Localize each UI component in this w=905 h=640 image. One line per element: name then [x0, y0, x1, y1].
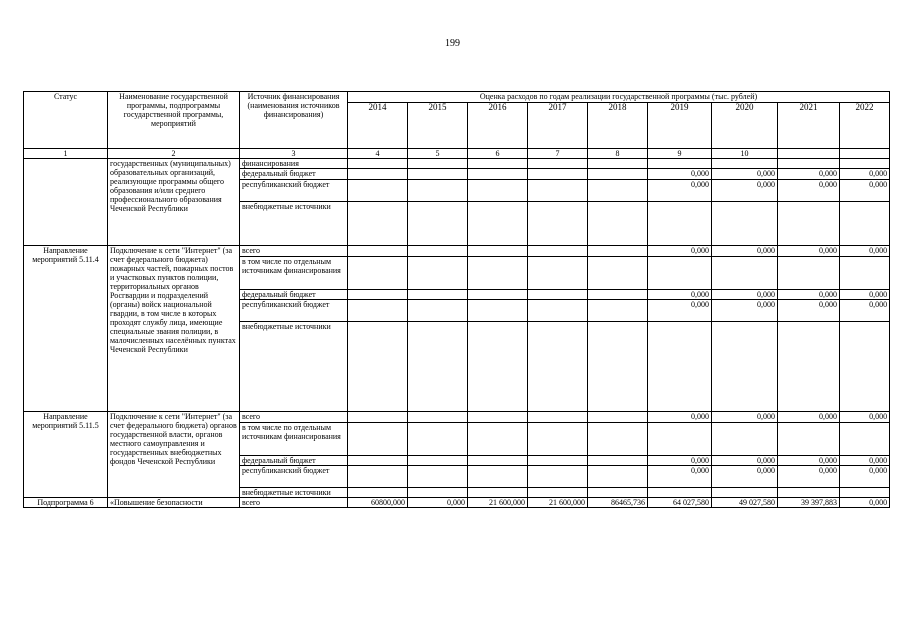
amount-cell	[408, 257, 468, 290]
amount-cell: 0,000	[648, 456, 712, 466]
amount-cell: 21 600,000	[528, 498, 588, 508]
column-number: 9	[648, 149, 712, 159]
amount-cell	[588, 412, 648, 423]
amount-cell	[840, 488, 890, 498]
amount-cell	[348, 412, 408, 423]
amount-cell: 49 027,580	[712, 498, 778, 508]
amount-cell	[840, 322, 890, 412]
column-number: 8	[588, 149, 648, 159]
column-number	[840, 149, 890, 159]
amount-cell	[408, 466, 468, 488]
table-row	[24, 246, 890, 257]
status-cell: Направление мероприятий 5.11.5	[24, 412, 108, 498]
amount-cell	[528, 169, 588, 180]
amount-cell: 0,000	[648, 180, 712, 202]
amount-cell: 0,000	[648, 290, 712, 300]
amount-cell: 39 397,883	[778, 498, 840, 508]
column-number: 6	[468, 149, 528, 159]
amount-cell	[712, 423, 778, 456]
amount-cell	[528, 159, 588, 169]
amount-cell	[588, 488, 648, 498]
funding-source-cell: внебюджетные источники	[240, 488, 348, 498]
amount-cell: 0,000	[648, 412, 712, 423]
amount-cell	[348, 466, 408, 488]
amount-cell: 0,000	[648, 466, 712, 488]
amount-cell	[408, 322, 468, 412]
amount-cell: 0,000	[712, 246, 778, 257]
amount-cell: 0,000	[778, 246, 840, 257]
amount-cell	[648, 423, 712, 456]
amount-cell: 0,000	[648, 300, 712, 322]
amount-cell	[408, 159, 468, 169]
amount-cell	[468, 180, 528, 202]
event-name-cell: Подключение к сети "Интернет" (за счет федерального бюджета) пожарных частей, пожарных постов и участковых пунктов полиции, территориальных органов Росгвардии и подразделений (органы) войск национальной гвардии, в том числе в которых проходят службу лица, имеющие специальные звания полиции, в малочисленных населённых пунктах Чеченской Республики	[108, 246, 240, 412]
amount-cell: 0,000	[712, 290, 778, 300]
amount-cell	[468, 412, 528, 423]
amount-cell	[588, 180, 648, 202]
amount-cell: 0,000	[712, 466, 778, 488]
event-name-cell: Подключение к сети "Интернет" (за счет федерального бюджета) органов государственной власти, органов местного самоуправления и государственных внебюджетных фондов Чеченской Республики	[108, 412, 240, 498]
amount-cell: 0,000	[408, 498, 468, 508]
amount-cell	[712, 257, 778, 290]
amount-cell	[468, 456, 528, 466]
funding-source-cell: федеральный бюджет	[240, 456, 348, 466]
column-number	[778, 149, 840, 159]
year-header: 2022	[840, 103, 890, 149]
funding-source-cell: федеральный бюджет	[240, 169, 348, 180]
amount-cell	[348, 246, 408, 257]
amount-cell	[778, 257, 840, 290]
column-number: 3	[240, 149, 348, 159]
amount-cell	[408, 169, 468, 180]
amount-cell	[648, 322, 712, 412]
amount-cell	[468, 290, 528, 300]
year-header: 2017	[528, 103, 588, 149]
amount-cell	[408, 412, 468, 423]
funding-source-cell: федеральный бюджет	[240, 290, 348, 300]
amount-cell	[778, 159, 840, 169]
event-name-cell: государственных (муниципальных) образовательных организаций, реализующие программы общего образования и/или среднего профессионального образования Чеченской Республики	[108, 159, 240, 246]
amount-cell: 0,000	[778, 290, 840, 300]
column-number: 10	[712, 149, 778, 159]
event-name-cell: «Повышение безопасности	[108, 498, 240, 508]
amount-cell: 0,000	[712, 456, 778, 466]
budget-table	[23, 91, 890, 508]
year-header: 2014	[348, 103, 408, 149]
amount-cell	[840, 423, 890, 456]
amount-cell	[408, 246, 468, 257]
year-header: 2020	[712, 103, 778, 149]
amount-cell: 0,000	[778, 412, 840, 423]
amount-cell	[588, 246, 648, 257]
amount-cell: 0,000	[712, 169, 778, 180]
amount-cell: 0,000	[840, 180, 890, 202]
amount-cell	[468, 202, 528, 246]
amount-cell	[712, 202, 778, 246]
amount-cell	[408, 300, 468, 322]
amount-cell	[588, 466, 648, 488]
amount-cell	[528, 290, 588, 300]
amount-cell	[588, 290, 648, 300]
amount-cell	[468, 257, 528, 290]
amount-cell	[468, 159, 528, 169]
amount-cell	[408, 456, 468, 466]
amount-cell	[528, 246, 588, 257]
amount-cell	[648, 488, 712, 498]
amount-cell	[588, 257, 648, 290]
column-number: 7	[528, 149, 588, 159]
amount-cell	[588, 159, 648, 169]
amount-cell: 0,000	[778, 456, 840, 466]
table-row	[24, 498, 890, 508]
amount-cell	[408, 202, 468, 246]
year-header: 2019	[648, 103, 712, 149]
amount-cell	[588, 322, 648, 412]
amount-cell	[778, 322, 840, 412]
amount-cell	[468, 322, 528, 412]
amount-cell: 0,000	[648, 169, 712, 180]
amount-cell	[348, 300, 408, 322]
amount-cell	[588, 456, 648, 466]
amount-cell: 86465,736	[588, 498, 648, 508]
header-source: Источник финансирования (наименования источников финансирования)	[240, 92, 348, 149]
amount-cell	[348, 456, 408, 466]
amount-cell	[468, 169, 528, 180]
amount-cell	[712, 322, 778, 412]
year-header: 2018	[588, 103, 648, 149]
amount-cell: 0,000	[840, 300, 890, 322]
amount-cell	[408, 290, 468, 300]
amount-cell	[348, 159, 408, 169]
amount-cell	[528, 466, 588, 488]
amount-cell	[468, 246, 528, 257]
amount-cell: 0,000	[840, 169, 890, 180]
status-cell: Подпрограмма 6	[24, 498, 108, 508]
amount-cell	[528, 456, 588, 466]
amount-cell: 0,000	[778, 466, 840, 488]
funding-source-cell: в том числе по отдельным источникам финансирования	[240, 257, 348, 290]
amount-cell	[648, 257, 712, 290]
amount-cell	[528, 300, 588, 322]
amount-cell: 0,000	[778, 169, 840, 180]
amount-cell	[408, 488, 468, 498]
status-cell	[24, 159, 108, 246]
header-status: Статус	[24, 92, 108, 149]
funding-source-cell: всего	[240, 412, 348, 423]
amount-cell	[528, 180, 588, 202]
amount-cell	[528, 322, 588, 412]
amount-cell: 0,000	[778, 180, 840, 202]
amount-cell: 0,000	[778, 300, 840, 322]
amount-cell	[528, 257, 588, 290]
amount-cell: 0,000	[712, 300, 778, 322]
amount-cell	[468, 423, 528, 456]
amount-cell	[348, 290, 408, 300]
amount-cell	[528, 202, 588, 246]
amount-cell: 0,000	[840, 466, 890, 488]
amount-cell	[348, 169, 408, 180]
amount-cell	[712, 488, 778, 498]
amount-cell	[528, 412, 588, 423]
amount-cell: 0,000	[840, 246, 890, 257]
amount-cell: 0,000	[648, 246, 712, 257]
amount-cell	[840, 202, 890, 246]
amount-cell	[468, 300, 528, 322]
amount-cell	[348, 423, 408, 456]
funding-source-cell: республиканский бюджет	[240, 300, 348, 322]
amount-cell	[408, 180, 468, 202]
amount-cell	[528, 488, 588, 498]
amount-cell	[648, 202, 712, 246]
amount-cell	[348, 322, 408, 412]
column-number: 5	[408, 149, 468, 159]
funding-source-cell: внебюджетные источники	[240, 202, 348, 246]
amount-cell: 64 027,580	[648, 498, 712, 508]
amount-cell	[648, 159, 712, 169]
header-estimate: Оценка расходов по годам реализации государственной программы (тыс. рублей)	[348, 92, 890, 103]
amount-cell	[408, 423, 468, 456]
amount-cell	[778, 488, 840, 498]
amount-cell: 21 600,000	[468, 498, 528, 508]
amount-cell	[348, 257, 408, 290]
column-number: 1	[24, 149, 108, 159]
amount-cell	[840, 159, 890, 169]
amount-cell: 0,000	[840, 412, 890, 423]
table-row	[24, 159, 890, 169]
amount-cell: 60800,000	[348, 498, 408, 508]
funding-source-cell: в том числе по отдельным источникам финансирования	[240, 423, 348, 456]
amount-cell	[588, 423, 648, 456]
amount-cell	[468, 488, 528, 498]
funding-source-cell: финансирования	[240, 159, 348, 169]
amount-cell	[348, 180, 408, 202]
funding-source-cell: республиканский бюджет	[240, 180, 348, 202]
header-name: Наименование государственной программы, подпрограммы государственной программы, мероприятий	[108, 92, 240, 149]
column-number: 2	[108, 149, 240, 159]
amount-cell: 0,000	[840, 498, 890, 508]
amount-cell	[778, 202, 840, 246]
amount-cell	[712, 159, 778, 169]
funding-source-cell: внебюджетные источники	[240, 322, 348, 412]
amount-cell	[348, 202, 408, 246]
amount-cell: 0,000	[840, 290, 890, 300]
amount-cell: 0,000	[712, 180, 778, 202]
amount-cell	[588, 300, 648, 322]
amount-cell: 0,000	[840, 456, 890, 466]
funding-source-cell: республиканский бюджет	[240, 466, 348, 488]
amount-cell	[468, 466, 528, 488]
amount-cell: 0,000	[712, 412, 778, 423]
amount-cell	[528, 423, 588, 456]
year-header: 2016	[468, 103, 528, 149]
amount-cell	[778, 423, 840, 456]
status-cell: Направление мероприятий 5.11.4	[24, 246, 108, 412]
table-row	[24, 412, 890, 423]
funding-source-cell: всего	[240, 498, 348, 508]
amount-cell	[588, 169, 648, 180]
year-header: 2015	[408, 103, 468, 149]
amount-cell	[588, 202, 648, 246]
amount-cell	[840, 257, 890, 290]
column-number: 4	[348, 149, 408, 159]
page-number: 199	[445, 38, 460, 49]
year-header: 2021	[778, 103, 840, 149]
amount-cell	[348, 488, 408, 498]
funding-source-cell: всего	[240, 246, 348, 257]
